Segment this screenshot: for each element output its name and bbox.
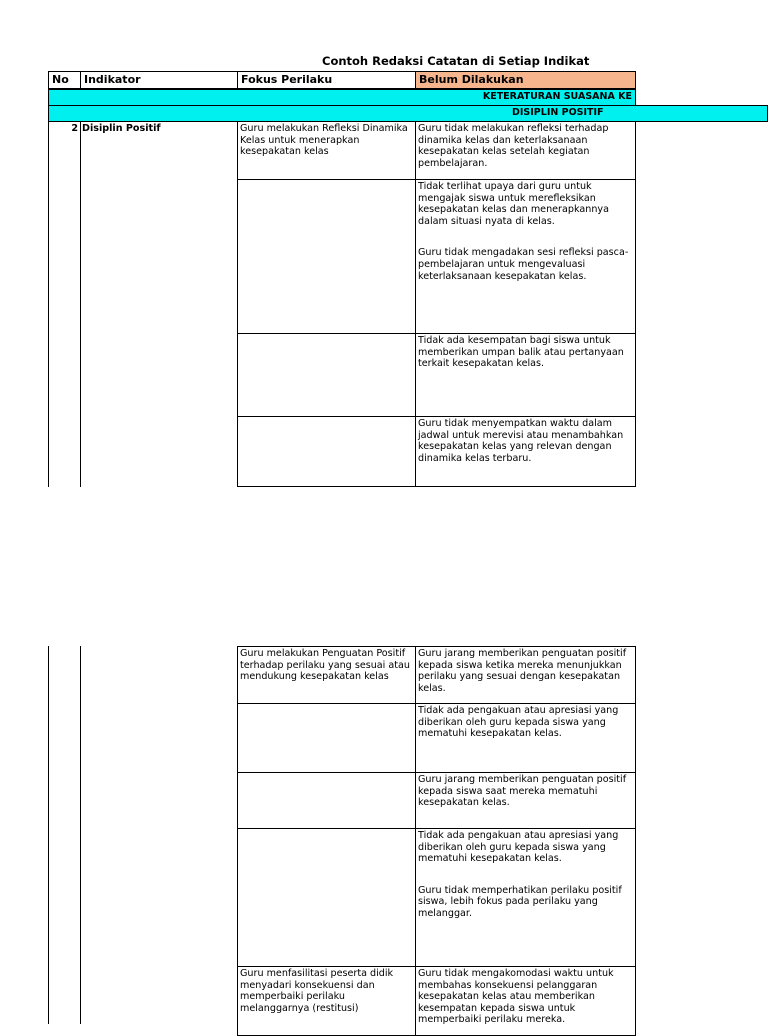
fokus-text: Guru melakukan Refleksi Dinamika Kelas untuk menerapkan kesepakatan kelas <box>240 123 408 158</box>
belum-text: Tidak ada pengakuan atau apresiasi yang diberikan oleh guru kepada siswa yang mematuhi kesepakatan kelas. <box>418 705 619 740</box>
section-band: KETERATURAN SUASANA KE <box>48 89 636 106</box>
header-indikator: Indikator <box>80 71 238 89</box>
document-title: Contoh Redaksi Catatan di Setiap Indikat <box>322 54 590 68</box>
fokus-cell-empty <box>237 828 416 967</box>
belum-cell <box>415 703 636 773</box>
fokus-cell <box>237 646 416 704</box>
belum-text: Tidak ada pengakuan atau apresiasi yang diberikan oleh guru kepada siswa yang mematuhi kesepakatan kelas. <box>418 830 619 865</box>
row-number: 2 <box>71 123 78 134</box>
fokus-cell <box>237 966 416 1036</box>
belum-cell <box>415 416 636 487</box>
belum-text: Tidak ada kesempatan bagi siswa untuk memberikan umpan balik atau pertanyaan terkait kesepakatan kelas. <box>418 335 624 370</box>
row-top-border <box>48 121 238 122</box>
fokus-cell-empty <box>237 703 416 773</box>
fokus-cell <box>237 121 416 180</box>
row-indikator: Disiplin Positif <box>82 123 161 134</box>
header-no: No <box>48 71 81 89</box>
subsection-band: DISIPLIN POSITIF <box>48 105 768 122</box>
belum-text: Guru tidak menyempatkan waktu dalam jadwal untuk merevisi atau menambahkan kesepakatan kelas yang relevan dengan dinamika kelas terbaru. <box>418 418 624 464</box>
belum-cell <box>415 121 636 180</box>
header-belum-dilakukan: Belum Dilakukan <box>415 71 636 89</box>
belum-cell <box>415 646 636 704</box>
fokus-cell-empty <box>237 333 416 417</box>
belum-text: Tidak terlihat upaya dari guru untuk mengajak siswa untuk merefleksikan kesepakatan kelas dan menerapkannya dalam situasi nyata di kelas. <box>418 181 609 227</box>
belum-text: Guru jarang memberikan penguatan positif kepada siswa saat mereka mematuhi kesepakatan kelas. <box>418 774 627 809</box>
left-border-line <box>48 646 49 1024</box>
fokus-cell-empty <box>237 416 416 487</box>
indikator-border-line <box>80 121 81 487</box>
belum-cell <box>415 772 636 829</box>
belum-cell <box>415 179 636 334</box>
belum-cell <box>415 828 636 967</box>
belum-cell <box>415 966 636 1036</box>
header-fokus-perilaku: Fokus Perilaku <box>237 71 416 89</box>
fokus-text: Guru menfasilitasi peserta didik menyadari konsekuensi dan memperbaiki perilaku melanggarnya (restitusi) <box>240 968 394 1014</box>
left-border-line <box>48 121 49 487</box>
fokus-text: Guru melakukan Penguatan Positif terhadap perilaku yang sesuai atau mendukung kesepakatan kelas <box>240 648 410 683</box>
belum-text: Guru tidak mengadakan sesi refleksi pasca- pembelajaran untuk mengevaluasi keterlaksanaan kesepakatan kelas. <box>418 247 629 282</box>
fokus-cell-empty <box>237 179 416 334</box>
belum-text: Guru tidak mengakomodasi waktu untuk membahas konsekuensi pelanggaran kesepakatan kelas atau memberikan kesempatan kepada siswa untuk memperbaiki perilaku mereka. <box>418 968 614 1026</box>
indikator-border-line <box>80 646 81 1024</box>
belum-text: Guru tidak memperhatikan perilaku positif siswa, lebih fokus pada perilaku yang melanggar. <box>418 884 622 919</box>
fokus-cell-empty <box>237 772 416 829</box>
belum-cell <box>415 333 636 417</box>
belum-text: Guru jarang memberikan penguatan positif kepada siswa ketika mereka menunjukkan perilaku yang sesuai dengan kesepakatan kelas. <box>418 648 627 694</box>
belum-text: Guru tidak melakukan refleksi terhadap dinamika kelas dan keterlaksanaan kesepakatan kelas setelah kegiatan pembelajaran. <box>418 123 609 169</box>
